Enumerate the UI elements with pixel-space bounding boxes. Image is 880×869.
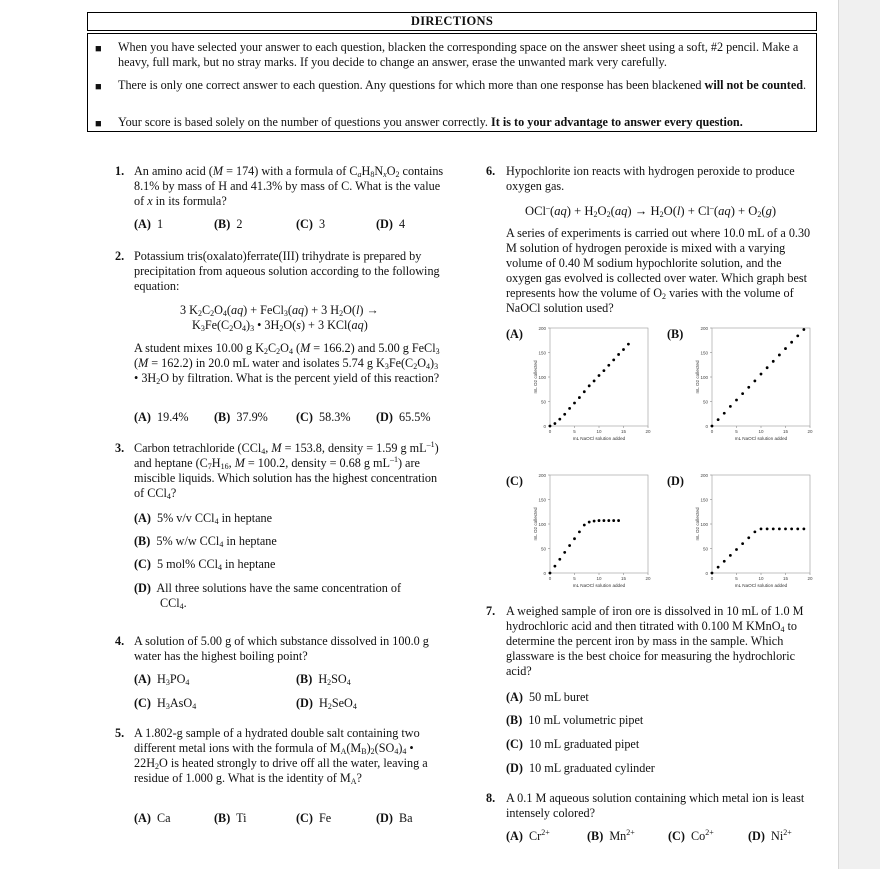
data-point xyxy=(766,528,769,531)
answer-option[interactable]: (C) $Co^{2+}$ xyxy=(668,828,714,843)
data-point xyxy=(583,390,586,393)
x-tick-label: 10 xyxy=(596,576,602,581)
data-point xyxy=(627,343,630,346)
data-point xyxy=(588,521,591,524)
y-tick-label: 100 xyxy=(700,375,708,380)
data-point xyxy=(617,353,620,356)
y-tick-label: 150 xyxy=(538,497,546,503)
data-point xyxy=(778,528,781,531)
directions-title: DIRECTIONS xyxy=(87,12,817,31)
question-number: 2. xyxy=(115,249,125,263)
graph-b xyxy=(690,322,830,442)
equation: $K_3Fe(C_2O_4)_3$ • $3H_2O(s) + 3$ KCl(aq) xyxy=(192,318,368,333)
answer-option[interactable]: (A) Ca xyxy=(134,811,171,825)
plot-frame xyxy=(712,475,810,573)
data-point xyxy=(729,405,732,408)
x-axis-label: mL NaOCl solution added xyxy=(572,436,626,441)
question-4-text: A solution of 5.00 g of which substance dissolved in 100.0 g water has the highest boiling point? xyxy=(134,634,429,663)
data-point xyxy=(802,328,805,331)
graph-option-label[interactable]: (B) xyxy=(667,327,684,341)
y-axis-label: mL O2 collected xyxy=(695,360,700,394)
question-7-text: A weighed sample of iron ore is dissolved in 10 mL of 1.0 M hydrochloric acid and then titrated with 0.100 M KMnO$_4$ to determine the percent iron by mass in the sample. Which glassware is the best choice for measuring the hydrochloric acid? xyxy=(506,604,804,678)
question-number: 1. xyxy=(115,164,125,178)
data-point xyxy=(573,402,576,405)
y-axis-label: mL O2 collected xyxy=(533,360,538,394)
x-tick-label: 20 xyxy=(807,576,813,581)
answer-option[interactable]: (D) $Ni^{2+}$ xyxy=(748,828,792,843)
y-tick-label: 0 xyxy=(543,571,546,576)
data-point xyxy=(747,536,750,539)
data-point xyxy=(558,418,561,421)
data-point xyxy=(573,537,576,540)
question-number: 6. xyxy=(486,164,496,178)
data-point xyxy=(735,399,738,402)
answer-option[interactable]: (C) 5 mol% CCl$_4$ in heptane xyxy=(134,557,276,572)
x-tick-label: 15 xyxy=(782,576,789,581)
y-tick-label: 200 xyxy=(700,473,708,478)
answer-option-continued: CCl$_4$. xyxy=(160,596,187,611)
data-point xyxy=(717,566,720,569)
data-point xyxy=(583,524,586,527)
x-tick-label: 0 xyxy=(710,429,714,434)
data-point xyxy=(612,519,615,522)
answer-option[interactable]: (D) $H_2SeO_4$ xyxy=(296,696,357,711)
answer-option[interactable]: (A) 1 xyxy=(134,217,164,231)
question-3-text: Carbon tetrachloride (CCl$_4$, M = 153.8, density = 1.59 g $mL^{-1}$) and heptane ($C_7H_{16}$, M = 100.2, density = 0.68 g $mL^{-1}$) are miscible liquids. Which solution has the highest concentration of CCl$_4$? xyxy=(134,440,439,501)
question-5-text: A 1.802-g sample of a hydrated double salt containing two different metal ions with the formula of $M_A(M_B)_2(SO_4)_4$ • $22H_2O$ is heated strongly to drive off all the water, leaving a residue of 1.000 g. What is the identity of $M_A$? xyxy=(134,726,428,786)
answer-option[interactable]: (C) $H_3AsO_4$ xyxy=(134,696,197,711)
question-number: 8. xyxy=(486,791,496,805)
data-point xyxy=(802,528,805,531)
data-point xyxy=(717,418,720,421)
question-6-text: Hypochlorite ion reacts with hydrogen peroxide to produce oxygen gas. xyxy=(506,164,795,193)
y-tick-label: 150 xyxy=(700,350,708,356)
data-point xyxy=(598,374,601,377)
data-point xyxy=(593,380,596,383)
answer-option[interactable]: (A) $H_3PO_4$ xyxy=(134,672,190,687)
data-point xyxy=(607,519,610,522)
equation: 3 $K_2C_2O_4(aq)$ + FeCl$_3$(aq) + 3 $H_2O(l)$ → xyxy=(180,303,379,318)
answer-option[interactable]: (A) 19.4% xyxy=(134,410,189,424)
y-tick-label: 0 xyxy=(705,424,708,429)
answer-option[interactable]: (A) $Cr^{2+}$ xyxy=(506,828,550,843)
data-point xyxy=(741,542,744,545)
y-tick-label: 100 xyxy=(700,522,708,527)
data-point xyxy=(796,528,799,531)
x-tick-label: 10 xyxy=(758,576,764,581)
x-tick-label: 5 xyxy=(735,576,738,581)
data-point xyxy=(784,347,787,350)
answer-option[interactable]: (C) 58.3% xyxy=(296,410,351,424)
graph-d xyxy=(690,469,830,589)
equation: $OCl^-(aq) + H_2O_2(aq) \to H_2O(l) + Cl^-(aq) + O_2(g)$ xyxy=(525,203,777,219)
data-point xyxy=(578,530,581,533)
x-axis-label: mL NaOCl solution added xyxy=(734,436,788,441)
plot-frame xyxy=(712,328,810,426)
answer-option[interactable]: (A) 50 mL buret xyxy=(506,690,589,704)
graph-c xyxy=(528,469,668,589)
data-point xyxy=(588,384,591,387)
question-2-text: Potassium tris(oxalato)ferrate(III) trihydrate is prepared by precipitation from aqueous solution according to the following equation: xyxy=(134,249,440,293)
answer-option[interactable]: (D) Ba xyxy=(376,811,413,825)
data-point xyxy=(790,528,793,531)
data-point xyxy=(612,358,615,361)
question-6-details: A series of experiments is carried out where 10.0 mL of a 0.30 M solution of hydrogen peroxide is mixed with a varying volume of 0.40 M sodium hypochlorite solution, and the oxygen gas evolved is collected over water. Which graph best represents how the volume of $O_2$ varies with the volume of NaOCl solution used? xyxy=(506,226,811,315)
data-point xyxy=(778,354,781,357)
y-tick-label: 150 xyxy=(700,497,708,503)
y-tick-label: 150 xyxy=(538,350,546,356)
y-tick-label: 100 xyxy=(538,522,546,527)
window-scroll-area xyxy=(838,0,880,869)
question-1-text: An amino acid (M = 174) with a formula of $C_aH_8N_xO_2$ contains 8.1% by mass of H and 41.3% by mass of C. What is the value of x in its formula? xyxy=(134,164,444,208)
y-axis-label: mL O2 collected xyxy=(533,507,538,541)
y-tick-label: 100 xyxy=(538,375,546,380)
data-point xyxy=(598,519,601,522)
graph-option-label[interactable]: (C) xyxy=(506,474,523,488)
answer-option[interactable]: (C) Fe xyxy=(296,811,332,825)
plot-frame xyxy=(550,328,648,426)
data-point xyxy=(593,520,596,523)
x-tick-label: 0 xyxy=(548,576,552,581)
data-point xyxy=(760,373,763,376)
x-tick-label: 15 xyxy=(782,429,789,434)
answer-option[interactable]: (C) 3 xyxy=(296,217,326,231)
y-tick-label: 50 xyxy=(540,546,546,552)
data-point xyxy=(578,396,581,399)
answer-option[interactable]: (D) All three solutions have the same concentration of xyxy=(134,581,402,595)
y-tick-label: 200 xyxy=(538,326,546,331)
y-tick-label: 200 xyxy=(538,473,546,478)
data-point xyxy=(603,369,606,372)
data-point xyxy=(711,425,714,428)
x-tick-label: 10 xyxy=(758,429,764,434)
data-point xyxy=(753,380,756,383)
data-point xyxy=(563,413,566,416)
data-point xyxy=(766,366,769,369)
plot-frame xyxy=(550,475,648,573)
x-tick-label: 0 xyxy=(548,429,552,434)
data-point xyxy=(603,519,606,522)
data-point xyxy=(622,348,625,351)
graph-a xyxy=(528,322,668,442)
bullet-icon: ■ xyxy=(95,118,102,130)
answer-option[interactable]: (B) 37.9% xyxy=(214,410,268,424)
data-point xyxy=(772,360,775,363)
answer-option[interactable]: (B) 10 mL volumetric pipet xyxy=(506,713,644,727)
x-tick-label: 15 xyxy=(620,429,627,434)
question-number: 4. xyxy=(115,634,125,648)
data-point xyxy=(753,530,756,533)
y-tick-label: 50 xyxy=(540,399,546,405)
y-tick-label: 0 xyxy=(705,571,708,576)
data-point xyxy=(549,572,552,575)
y-tick-label: 50 xyxy=(702,399,708,405)
bullet-icon: ■ xyxy=(95,81,102,93)
answer-option[interactable]: (A) 5% v/v CCl$_4$ in heptane xyxy=(134,511,273,526)
data-point xyxy=(554,422,557,425)
x-tick-label: 5 xyxy=(735,429,738,434)
question-number: 7. xyxy=(486,604,496,618)
y-tick-label: 50 xyxy=(702,546,708,552)
x-tick-label: 10 xyxy=(596,429,602,434)
x-tick-label: 5 xyxy=(573,429,576,434)
question-number: 5. xyxy=(115,726,125,740)
x-tick-label: 20 xyxy=(645,576,651,581)
directions-bullet-3: Your score is based solely on the number of questions you answer correctly. It is to your advantage to answer every question. xyxy=(118,115,743,129)
x-tick-label: 20 xyxy=(807,429,813,434)
question-number: 3. xyxy=(115,441,125,455)
data-point xyxy=(563,551,566,554)
data-point xyxy=(711,572,714,575)
data-point xyxy=(760,528,763,531)
y-tick-label: 200 xyxy=(700,326,708,331)
data-point xyxy=(784,528,787,531)
answer-option[interactable]: (D) 4 xyxy=(376,217,406,231)
answer-option[interactable]: (B) $Mn^{2+}$ xyxy=(587,828,635,843)
x-tick-label: 15 xyxy=(620,576,627,581)
y-axis-label: mL O2 collected xyxy=(695,507,700,541)
directions-bullet-1: When you have selected your answer to each question, blacken the corresponding space on the answer sheet using a soft, #2 pencil. Make a heavy, full mark, but no stray marks. If you decide to change an answer, erase the unwanted mark very carefully. xyxy=(118,40,799,69)
answer-option[interactable]: (D) 10 mL graduated cylinder xyxy=(506,761,655,775)
data-point xyxy=(549,425,552,428)
answer-option[interactable]: (C) 10 mL graduated pipet xyxy=(506,737,640,751)
data-point xyxy=(735,548,738,551)
x-axis-label: mL NaOCl solution added xyxy=(572,583,626,588)
data-point xyxy=(723,412,726,415)
answer-option[interactable]: (D) 65.5% xyxy=(376,410,431,424)
data-point xyxy=(617,519,620,522)
answer-option[interactable]: (B) 2 xyxy=(214,217,243,231)
data-point xyxy=(568,407,571,410)
bullet-icon: ■ xyxy=(95,43,102,55)
x-tick-label: 5 xyxy=(573,576,576,581)
answer-option[interactable]: (B) $H_2SO_4$ xyxy=(296,672,351,687)
x-tick-label: 0 xyxy=(710,576,714,581)
data-point xyxy=(790,341,793,344)
data-point xyxy=(558,558,561,561)
y-tick-label: 0 xyxy=(543,424,546,429)
directions-bullet-2: There is only one correct answer to each question. Any questions for which more than one response has been blackened will not be counted. xyxy=(118,78,807,92)
question-2-details: A student mixes 10.00 g $K_2C_2O_4$ (M = 166.2) and 5.00 g FeCl$_3$ (M = 162.2) in 20.0 mL water and isolates 5.74 g $K_3Fe(C_2O_4)_3$ • $3H_2O$ by filtration. What is the percent yield of this reaction? xyxy=(134,341,440,386)
answer-option[interactable]: (B) 5% w/w CCl$_4$ in heptane xyxy=(134,534,277,549)
graph-option-label[interactable]: (D) xyxy=(667,474,684,488)
data-point xyxy=(723,560,726,563)
graph-option-label[interactable]: (A) xyxy=(506,327,523,341)
data-point xyxy=(747,386,750,389)
data-point xyxy=(568,544,571,547)
data-point xyxy=(741,392,744,395)
x-axis-label: mL NaOCl solution added xyxy=(734,583,788,588)
x-tick-label: 20 xyxy=(645,429,651,434)
answer-option[interactable]: (B) Ti xyxy=(214,811,247,825)
data-point xyxy=(607,364,610,367)
data-point xyxy=(796,334,799,337)
data-point xyxy=(772,528,775,531)
data-point xyxy=(554,565,557,568)
question-8-text: A 0.1 M aqueous solution containing which metal ion is least intensely colored? xyxy=(506,791,805,820)
data-point xyxy=(729,554,732,557)
